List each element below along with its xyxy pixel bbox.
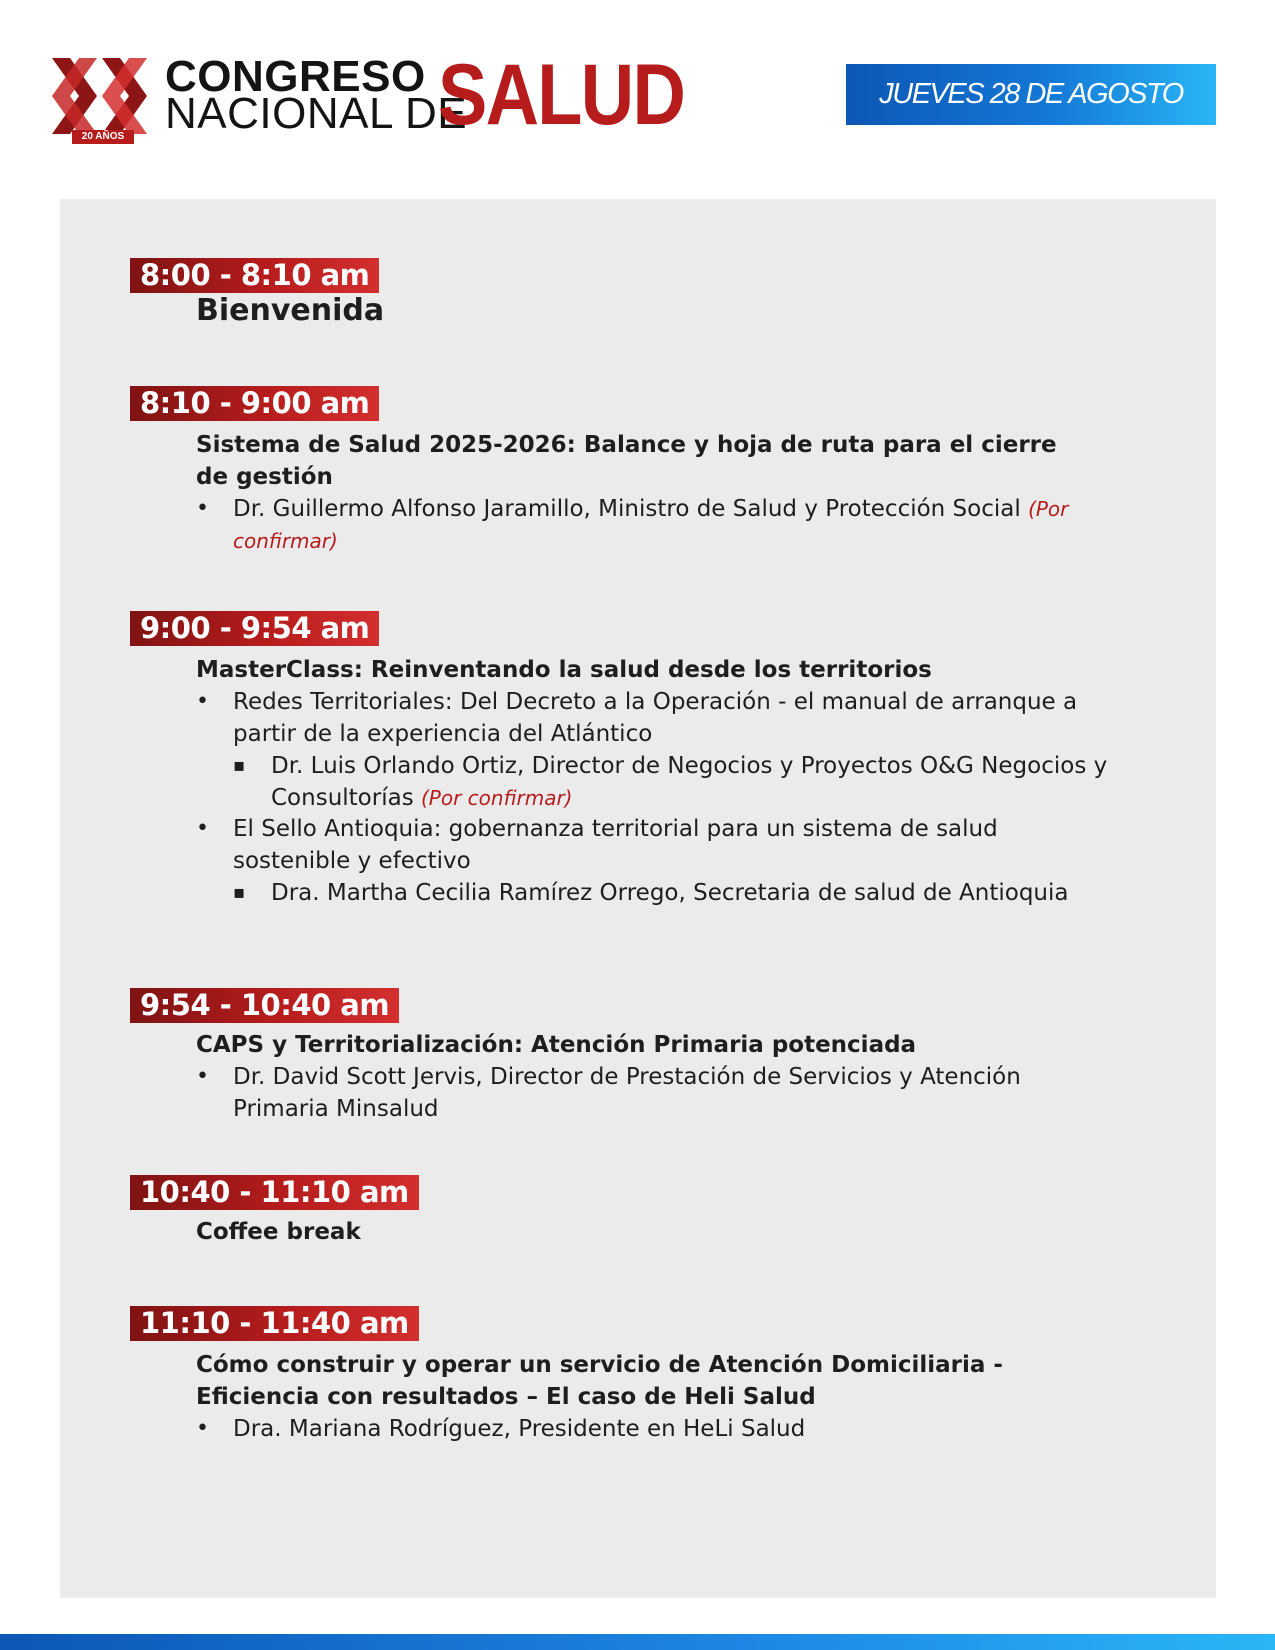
logo-word-congreso: CONGRESO	[165, 52, 426, 101]
session-title: Coffee break	[196, 1219, 361, 1245]
agenda-panel	[60, 199, 1216, 1598]
footer-bar	[0, 1634, 1275, 1650]
topic-item: Redes Territoriales: Del Decreto a la Operación - el manual de arranque a partir de la experiencia del Atlántico	[233, 689, 1078, 747]
logo-word-salud: SALUD	[438, 47, 685, 143]
square-bullet-icon: ▪	[233, 755, 246, 776]
speaker-item: Dra. Mariana Rodríguez, Presidente en HeLi Salud	[233, 1416, 806, 1442]
bullet-icon: •	[196, 689, 209, 714]
session-time: 10:40 - 11:10 am	[130, 1175, 419, 1210]
xx-logo-mark	[52, 58, 152, 134]
speaker-item	[271, 750, 1121, 814]
session-title: Cómo construir y operar un servicio de Atención Domiciliaria - Eficiencia con resultados – El caso de Heli Salud	[196, 1352, 1003, 1410]
speaker-text: Dr. Guillermo Alfonso Jaramillo, Ministro de Salud y Protección Social	[233, 496, 1021, 522]
confirmation-note: (Por confirmar)	[233, 497, 1069, 553]
session-time: 9:00 - 9:54 am	[130, 611, 379, 646]
logo-years-badge: 20 AÑOS	[72, 130, 134, 144]
speaker-item	[233, 493, 1113, 557]
session-title: CAPS y Territorialización: Atención Primaria potenciada	[196, 1032, 917, 1058]
session-title: Sistema de Salud 2025-2026: Balance y hoja de ruta para el cierre de gestión	[196, 432, 1057, 490]
session-time: 8:00 - 8:10 am	[130, 258, 379, 293]
session-time: 11:10 - 11:40 am	[130, 1306, 419, 1341]
confirmation-note: (Por confirmar)	[420, 786, 573, 810]
bullet-icon: •	[196, 496, 209, 521]
bullet-icon: •	[196, 1064, 209, 1089]
bullet-icon: •	[196, 1416, 209, 1441]
congress-logo	[52, 47, 702, 152]
square-bullet-icon: ▪	[233, 882, 246, 903]
speaker-item: Dra. Martha Cecilia Ramírez Orrego, Secretaria de salud de Antioquia	[271, 880, 1069, 906]
speaker-text: Dr. Luis Orlando Ortiz, Director de Negocios y Proyectos O&G Negocios y Consultorías	[271, 753, 1108, 811]
topic-item: El Sello Antioquia: gobernanza territorial para un sistema de salud sostenible y efectivo	[233, 816, 998, 874]
session-time: 8:10 - 9:00 am	[130, 386, 379, 421]
date-badge: JUEVES 28 DE AGOSTO	[846, 64, 1216, 125]
session-title: Bienvenida	[196, 293, 385, 328]
logo-word-nacional: NACIONAL DE	[165, 89, 468, 138]
speaker-item: Dr. David Scott Jervis, Director de Prestación de Servicios y Atención Primaria Minsalud	[233, 1064, 1021, 1122]
bullet-icon: •	[196, 816, 209, 841]
session-title: MasterClass: Reinventando la salud desde los territorios	[196, 657, 932, 683]
session-time: 9:54 - 10:40 am	[130, 988, 399, 1023]
